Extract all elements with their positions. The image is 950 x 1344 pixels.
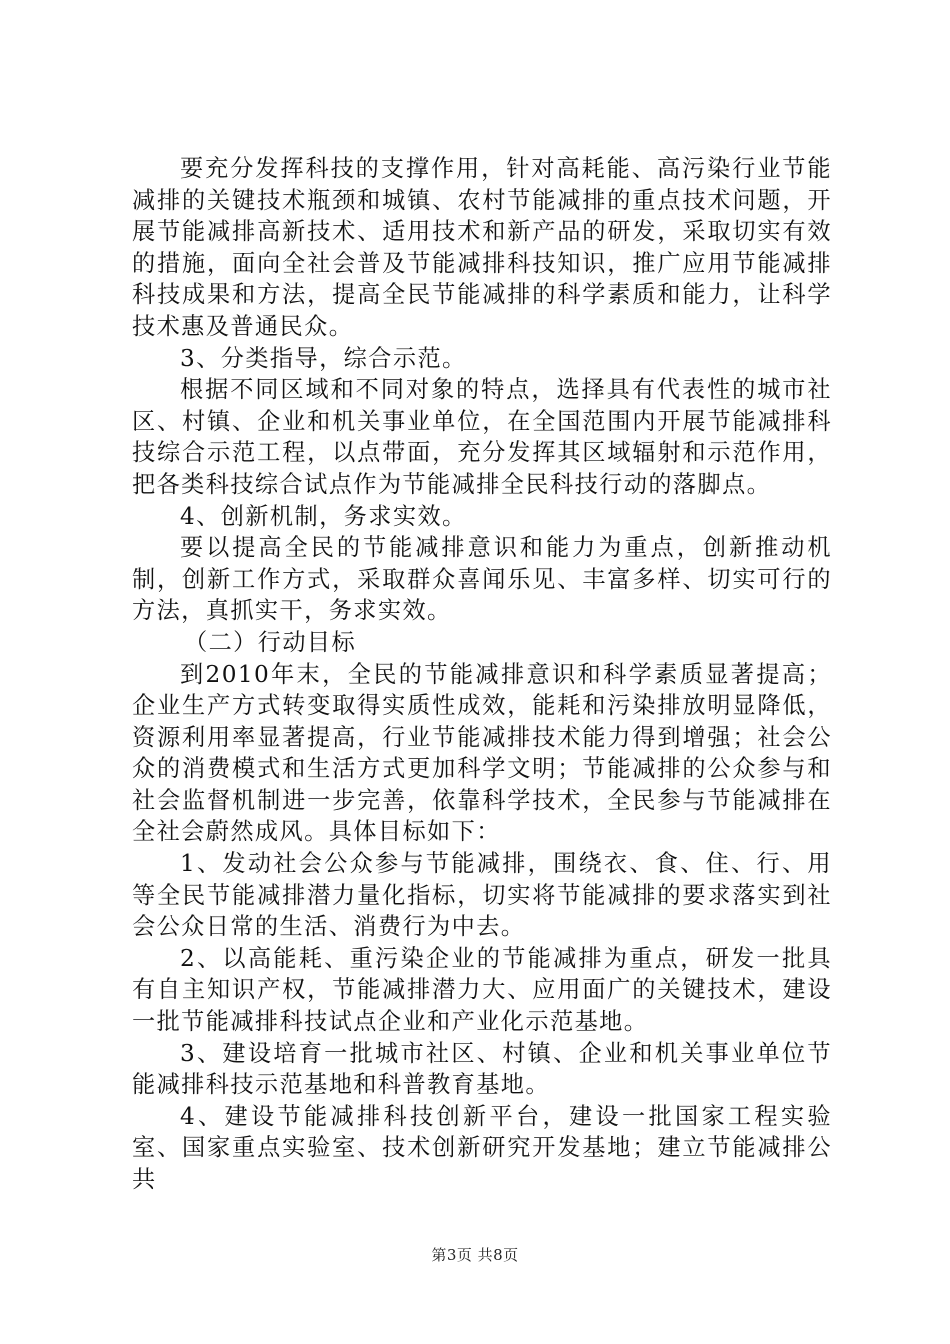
paragraph-goals-2010: 到2010年末，全民的节能减排意识和科学素质显著提高；企业生产方式转变取得实质性成效，能耗和污染排放明显降低，资源利用率显著提高，行业节能减排技术能力得到增强；社会公众的消费模式和生活方式更加科学文明；节能减排的公众参与和社会监督机制进一步完善，依靠科学技术，全民参与节能减排在全社会蔚然成风。具体目标如下： [132,660,832,846]
heading-innovation-mechanism: 4、创新机制，务求实效。 [180,502,467,530]
list-item-goal-3: 3、建设培育一批城市社区、村镇、企业和机关事业单位节能减排科技示范基地和科普教育基地。 [132,1039,832,1099]
paragraph-tech-support: 要充分发挥科技的支撑作用，针对高耗能、高污染行业节能减排的关键技术瓶颈和城镇、农村节能减排的重点技术问题，开展节能减排高新技术、适用技术和新产品的研发，采取切实有效的措施，面向全社会普及节能减排科技知识，推广应用节能减排科技成果和方法，提高全民节能减排的科学素质和能力，让科学技术惠及普通民众。 [132,155,832,340]
heading-classified-guidance: 3、分类指导，综合示范。 [180,344,467,372]
paragraph-demonstration: 根据不同区域和不同对象的特点，选择具有代表性的城市社区、村镇、企业和机关事业单位，在全国范围内开展节能减排科技综合示范工程，以点带面，充分发挥其区域辐射和示范作用，把各类科技综合试点作为节能减排全民科技行动的落脚点。 [132,376,832,498]
list-item-goal-4: 4、建设节能减排科技创新平台，建设一批国家工程实验室、国家重点实验室、技术创新研究开发基地；建立节能减排公共 [132,1102,832,1193]
paragraph-mechanism: 要以提高全民的节能减排意识和能力为重点，创新推动机制，创新工作方式，采取群众喜闻乐见、丰富多样、切实可行的方法，真抓实干，务求实效。 [132,534,832,625]
list-item-goal-1: 1、发动社会公众参与节能减排，围绕衣、食、住、行、用等全民节能减排潜力量化指标，切实将节能减排的要求落实到社会公众日常的生活、消费行为中去。 [132,850,832,941]
document-body [132,153,832,1196]
list-item-goal-2: 2、以高能耗、重污染企业的节能减排为重点，研发一批具有自主知识产权，节能减排潜力大、应用面广的关键技术，建设一批节能减排科技试点企业和产业化示范基地。 [132,944,832,1036]
heading-action-goals: （二）行动目标 [184,628,357,656]
page-number-footer: 第3页 共8页 [431,1246,519,1264]
